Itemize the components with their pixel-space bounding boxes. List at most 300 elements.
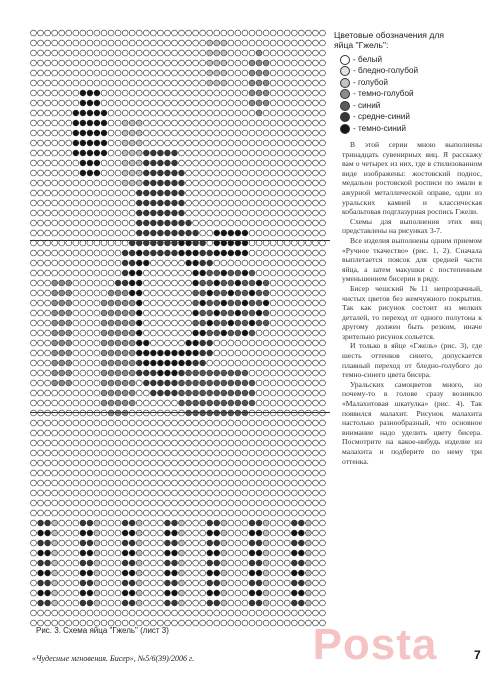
bead-cell (235, 330, 241, 336)
bead-cell (172, 480, 178, 486)
bead-cell (136, 470, 142, 476)
bead-cell (80, 400, 86, 406)
bead-cell (291, 310, 297, 316)
bead-cell (256, 290, 262, 296)
bead-cell (298, 460, 304, 466)
bead-cell (284, 90, 290, 96)
bead-cell (256, 510, 262, 516)
bead-cell (165, 260, 171, 266)
bead-cell (179, 350, 185, 356)
bead-cell (101, 430, 107, 436)
bead-cell (122, 170, 128, 176)
bead-cell (291, 80, 297, 86)
bead-cell (277, 320, 283, 326)
bead-cell (193, 360, 199, 366)
bead-cell (242, 260, 248, 266)
bead-cell (235, 150, 241, 156)
bead-cell (277, 300, 283, 306)
bead-cell (115, 230, 121, 236)
bead-cell (305, 90, 311, 96)
bead-cell (122, 520, 128, 526)
bead-cell (270, 170, 276, 176)
bead-cell (73, 230, 79, 236)
bead-cell (73, 550, 79, 556)
bead-cell (249, 330, 255, 336)
bead-cell (87, 280, 93, 286)
bead-cell (38, 360, 44, 366)
bead-cell (284, 40, 290, 46)
bead-cell (221, 350, 227, 356)
bead-cell (157, 390, 163, 396)
bead-cell (157, 370, 163, 376)
bead-cell (143, 170, 149, 176)
bead-cell (277, 580, 283, 586)
bead-grid (30, 28, 326, 628)
bead-cell (122, 100, 128, 106)
bead-cell (207, 190, 213, 196)
bead-cell (214, 490, 220, 496)
bead-cell (115, 350, 121, 356)
bead-cell (193, 400, 199, 406)
bead-cell (298, 200, 304, 206)
bead-cell (59, 570, 65, 576)
bead-cell (80, 170, 86, 176)
bead-cell (313, 50, 319, 56)
bead-cell (235, 530, 241, 536)
bead-cell (263, 270, 269, 276)
bead-cell (115, 200, 121, 206)
bead-cell (291, 580, 297, 586)
bead-cell (270, 420, 276, 426)
bead-cell (284, 180, 290, 186)
bead-cell (115, 270, 121, 276)
bead-cell (59, 500, 65, 506)
bead-cell (59, 450, 65, 456)
bead-cell (172, 300, 178, 306)
bead-cell (214, 620, 220, 626)
bead-cell (193, 50, 199, 56)
bead-cell (38, 610, 44, 616)
bead-cell (320, 350, 326, 356)
bead-cell (320, 270, 326, 276)
bead-cell (136, 440, 142, 446)
bead-cell (150, 310, 156, 316)
bead-cell (172, 460, 178, 466)
bead-cell (221, 310, 227, 316)
bead-cell (129, 360, 135, 366)
bead-cell (313, 350, 319, 356)
bead-cell (284, 320, 290, 326)
bead-cell (256, 150, 262, 156)
bead-cell (73, 30, 79, 36)
bead-cell (87, 170, 93, 176)
bead-cell (73, 340, 79, 346)
bead-cell (242, 160, 248, 166)
bead-cell (235, 350, 241, 356)
guide-line-lower (30, 412, 330, 413)
bead-cell (87, 450, 93, 456)
bead-cell (38, 310, 44, 316)
bead-cell (179, 380, 185, 386)
bead-cell (193, 380, 199, 386)
bead-cell (242, 320, 248, 326)
bead-cell (108, 580, 114, 586)
article-paragraph: В этой серии мною выполнены тринадцать сувенирных яиц. Я расскажу вам о четырех из них, где в стилизованном виде изображены: жостовский поднос, медальон ростовской росписи по эмали в ажурной металлической оправе, один из уральских камней и классическая кобальтовая подглазурная роспись Гжели. (342, 140, 482, 217)
bead-cell (313, 70, 319, 76)
bead-cell (305, 540, 311, 546)
bead-cell (320, 450, 326, 456)
bead-cell (150, 340, 156, 346)
bead-cell (59, 250, 65, 256)
bead-cell (256, 470, 262, 476)
bead-cell (80, 150, 86, 156)
bead-cell (38, 40, 44, 46)
bead-cell (277, 540, 283, 546)
bead-cell (277, 190, 283, 196)
bead-cell (263, 210, 269, 216)
bead-cell (235, 410, 241, 416)
bead-cell (291, 70, 297, 76)
bead-cell (179, 610, 185, 616)
bead-cell (235, 340, 241, 346)
bead-cell (298, 270, 304, 276)
bead-cell (228, 40, 234, 46)
bead-cell (73, 370, 79, 376)
bead-cell (270, 380, 276, 386)
bead-cell (256, 190, 262, 196)
bead-cell (80, 220, 86, 226)
bead-cell (277, 210, 283, 216)
bead-cell (87, 130, 93, 136)
bead-cell (320, 110, 326, 116)
bead-cell (80, 230, 86, 236)
bead-cell (87, 100, 93, 106)
bead-cell (242, 290, 248, 296)
bead-cell (80, 300, 86, 306)
bead-cell (221, 40, 227, 46)
bead-cell (305, 290, 311, 296)
bead-cell (101, 300, 107, 306)
bead-cell (256, 620, 262, 626)
bead-cell (150, 50, 156, 56)
bead-cell (122, 110, 128, 116)
bead-cell (122, 350, 128, 356)
bead-cell (320, 540, 326, 546)
bead-cell (284, 280, 290, 286)
bead-cell (73, 560, 79, 566)
bead-cell (108, 230, 114, 236)
bead-cell (45, 420, 51, 426)
bead-cell (200, 90, 206, 96)
bead-cell (249, 500, 255, 506)
bead-cell (38, 90, 44, 96)
bead-cell (59, 310, 65, 316)
bead-cell (313, 290, 319, 296)
bead-cell (45, 260, 51, 266)
bead-cell (186, 300, 192, 306)
bead-cell (228, 200, 234, 206)
bead-cell (165, 480, 171, 486)
bead-cell (122, 440, 128, 446)
bead-cell (256, 590, 262, 596)
bead-cell (242, 90, 248, 96)
bead-cell (80, 550, 86, 556)
bead-cell (320, 440, 326, 446)
bead-cell (87, 420, 93, 426)
bead-cell (256, 360, 262, 366)
bead-cell (172, 60, 178, 66)
bead-cell (193, 430, 199, 436)
bead-cell (298, 130, 304, 136)
bead-cell (52, 260, 58, 266)
bead-cell (235, 260, 241, 266)
bead-cell (66, 290, 72, 296)
bead-cell (143, 130, 149, 136)
bead-cell (172, 590, 178, 596)
bead-cell (115, 600, 121, 606)
bead-cell (291, 30, 297, 36)
bead-cell (136, 450, 142, 456)
bead-cell (101, 500, 107, 506)
bead-cell (200, 190, 206, 196)
bead-cell (228, 530, 234, 536)
bead-cell (150, 360, 156, 366)
bead-cell (38, 470, 44, 476)
bead-cell (320, 330, 326, 336)
bead-cell (193, 460, 199, 466)
bead-cell (172, 520, 178, 526)
bead-cell (165, 610, 171, 616)
bead-cell (94, 260, 100, 266)
bead-cell (129, 90, 135, 96)
bead-cell (122, 610, 128, 616)
bead-cell (256, 390, 262, 396)
bead-cell (38, 80, 44, 86)
bead-cell (45, 480, 51, 486)
bead-cell (207, 150, 213, 156)
bead-cell (157, 280, 163, 286)
bead-cell (157, 600, 163, 606)
bead-cell (94, 390, 100, 396)
bead-cell (291, 120, 297, 126)
bead-cell (150, 540, 156, 546)
bead-cell (200, 40, 206, 46)
bead-cell (256, 370, 262, 376)
bead-cell (108, 320, 114, 326)
bead-cell (150, 160, 156, 166)
bead-cell (313, 560, 319, 566)
bead-cell (108, 490, 114, 496)
bead-cell (94, 500, 100, 506)
bead-cell (31, 40, 37, 46)
bead-cell (270, 460, 276, 466)
bead-cell (122, 80, 128, 86)
article-paragraph: Уральских самоцветов много, но почему-то в голове сразу возникло «Малахитовая шкатулка» (рис. 4). Так появился малахит. Рисунок малахита настолько разнообразный, что основное внимание надо уделить цвету бисера. Посмотрите на какое-нибудь изделие из малахита и подберите по нему три оттенка. (342, 379, 482, 466)
article-paragraph: И только в яйце «Гжель» (рис. 3), где шесть оттенков синего, допускается плавный переход от бледно-голубого до темно-синего цвета бисера. (342, 341, 482, 380)
bead-cell (129, 60, 135, 66)
bead-cell (165, 450, 171, 456)
bead-cell (108, 210, 114, 216)
bead-cell (172, 80, 178, 86)
legend-item (340, 100, 484, 112)
bead-cell (59, 530, 65, 536)
bead-cell (320, 550, 326, 556)
bead-cell (320, 200, 326, 206)
bead-cell (284, 420, 290, 426)
bead-cell (179, 550, 185, 556)
bead-cell (87, 200, 93, 206)
bead-cell (214, 370, 220, 376)
bead-cell (270, 50, 276, 56)
bead-cell (298, 190, 304, 196)
bead-cell (122, 390, 128, 396)
bead-cell (150, 40, 156, 46)
bead-cell (122, 490, 128, 496)
bead-cell (207, 370, 213, 376)
bead-cell (228, 110, 234, 116)
bead-cell (179, 270, 185, 276)
bead-cell (305, 580, 311, 586)
bead-cell (52, 190, 58, 196)
bead-cell (157, 480, 163, 486)
bead-cell (320, 30, 326, 36)
bead-cell (242, 130, 248, 136)
bead-cell (52, 70, 58, 76)
bead-cell (157, 590, 163, 596)
bead-cell (136, 250, 142, 256)
bead-cell (94, 430, 100, 436)
bead-cell (31, 290, 37, 296)
bead-cell (73, 480, 79, 486)
bead-cell (115, 280, 121, 286)
bead-cell (172, 290, 178, 296)
bead-cell (228, 380, 234, 386)
bead-cell (38, 560, 44, 566)
bead-cell (101, 610, 107, 616)
bead-cell (136, 350, 142, 356)
bead-cell (313, 250, 319, 256)
bead-cell (256, 380, 262, 386)
bead-cell (263, 200, 269, 206)
bead-cell (94, 100, 100, 106)
bead-cell (73, 520, 79, 526)
bead-cell (242, 230, 248, 236)
bead-cell (263, 140, 269, 146)
bead-cell (108, 450, 114, 456)
bead-cell (228, 610, 234, 616)
bead-cell (193, 30, 199, 36)
bead-cell (45, 570, 51, 576)
bead-cell (59, 230, 65, 236)
bead-cell (298, 250, 304, 256)
bead-cell (101, 350, 107, 356)
bead-cell (228, 470, 234, 476)
bead-cell (38, 600, 44, 606)
bead-cell (277, 150, 283, 156)
bead-cell (291, 140, 297, 146)
bead-cell (157, 170, 163, 176)
bead-cell (52, 420, 58, 426)
bead-cell (101, 330, 107, 336)
bead-cell (235, 60, 241, 66)
bead-cell (228, 580, 234, 586)
bead-cell (52, 370, 58, 376)
bead-cell (94, 610, 100, 616)
bead-cell (136, 110, 142, 116)
bead-cell (320, 470, 326, 476)
bead-cell (129, 210, 135, 216)
bead-cell (136, 130, 142, 136)
bead-cell (298, 520, 304, 526)
bead-cell (31, 350, 37, 356)
bead-cell (242, 520, 248, 526)
bead-cell (45, 350, 51, 356)
bead-cell (150, 270, 156, 276)
bead-cell (73, 290, 79, 296)
bead-cell (235, 90, 241, 96)
bead-cell (228, 430, 234, 436)
bead-cell (249, 250, 255, 256)
bead-cell (172, 490, 178, 496)
bead-cell (73, 430, 79, 436)
bead-cell (150, 300, 156, 306)
legend-item (340, 123, 484, 135)
bead-cell (270, 470, 276, 476)
bead-cell (249, 430, 255, 436)
bead-cell (200, 280, 206, 286)
bead-cell (38, 420, 44, 426)
bead-cell (172, 420, 178, 426)
bead-cell (157, 100, 163, 106)
bead-cell (108, 130, 114, 136)
bead-cell (94, 470, 100, 476)
bead-cell (101, 480, 107, 486)
bead-cell (179, 330, 185, 336)
bead-cell (305, 360, 311, 366)
bead-cell (150, 140, 156, 146)
bead-cell (45, 520, 51, 526)
bead-cell (200, 520, 206, 526)
bead-cell (59, 220, 65, 226)
bead-cell (129, 460, 135, 466)
bead-cell (291, 490, 297, 496)
bead-cell (221, 480, 227, 486)
bead-cell (143, 570, 149, 576)
bead-cell (313, 550, 319, 556)
bead-cell (59, 370, 65, 376)
bead-cell (94, 30, 100, 36)
bead-cell (228, 80, 234, 86)
bead-cell (235, 420, 241, 426)
bead-cell (214, 230, 220, 236)
bead-cell (115, 440, 121, 446)
bead-cell (291, 110, 297, 116)
bead-cell (101, 150, 107, 156)
bead-cell (115, 530, 121, 536)
bead-cell (320, 120, 326, 126)
bead-cell (200, 130, 206, 136)
bead-cell (165, 530, 171, 536)
bead-cell (298, 360, 304, 366)
bead-cell (193, 580, 199, 586)
bead-cell (298, 320, 304, 326)
bead-cell (172, 130, 178, 136)
bead-cell (157, 450, 163, 456)
bead-cell (291, 270, 297, 276)
bead-cell (313, 590, 319, 596)
bead-cell (45, 130, 51, 136)
bead-cell (263, 310, 269, 316)
